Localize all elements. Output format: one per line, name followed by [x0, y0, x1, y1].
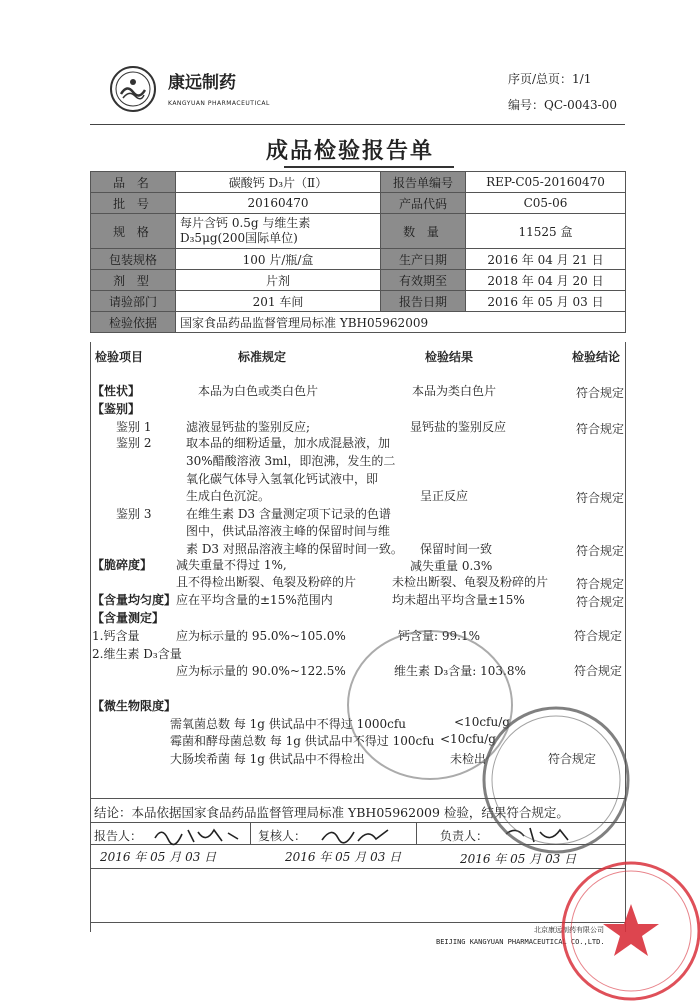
reporter-label: 报告人： [94, 829, 143, 843]
conclusion-text: 结论：本品依据国家食品药品监督管理局标准 YBH05962009 检验，结果符合规定。 [94, 805, 569, 820]
ca-label: 1.钙含量 [92, 629, 140, 643]
id3-std-2: 图中，供试品溶液主峰的保留时间与维 [186, 524, 391, 538]
micro3-std: 大肠埃希菌 每 1g 供试品中不得检出 [170, 752, 365, 766]
pack-label: 包装规格 [91, 249, 176, 270]
exp-value: 2018 年 04 月 20 日 [466, 270, 626, 291]
date-line [90, 868, 625, 869]
sig-divider-2 [416, 822, 417, 844]
report-no-value: REP-C05-20160470 [466, 172, 626, 193]
date-3: 2016 年 05 月 03 日 [460, 852, 577, 866]
pack-value: 100 片/瓶/盒 [176, 249, 381, 270]
vd-res: 维生素 D₃含量: 103.8% [394, 664, 526, 678]
date-1: 2016 年 05 月 03 日 [100, 850, 217, 864]
page-label: 序页/总页： [508, 72, 573, 86]
reviewer-signature-icon [318, 824, 398, 846]
col-standard: 标准规定 [238, 350, 287, 364]
col-result: 检验结果 [425, 350, 474, 364]
basis-value: 国家食品药品监督管理局标准 YBH05962009 [176, 312, 626, 333]
form-value: 片剂 [176, 270, 381, 291]
dept-label: 请验部门 [91, 291, 176, 312]
page-info [508, 70, 591, 87]
company-name: 康远制药 [168, 73, 236, 93]
id3-label: 鉴别 3 [116, 507, 152, 521]
batch-value: 20160470 [176, 193, 381, 214]
footer-company-en: BEIJING KANGYUAN PHARMACEUTICAL CO.,LTD. [436, 938, 605, 946]
friab-label: 【脆碎度】 [92, 558, 153, 572]
id2-label: 鉴别 2 [116, 436, 152, 450]
reporter-signature-icon [150, 824, 250, 846]
id1-std: 滤液显钙盐的鉴别反应; [186, 420, 311, 434]
vd-label: 2.维生素 D₃含量 [92, 647, 182, 661]
micro-label: 【微生物限度】 [92, 699, 177, 713]
vd-std: 应为标示量的 90.0%~122.5% [176, 664, 346, 678]
spec-value: 每片含钙 0.5g 与维生素 D₃5μg(200国际单位) [176, 214, 381, 249]
col-item: 检验项目 [95, 350, 144, 364]
doc-label: 编号： [508, 98, 545, 112]
responsible-label: 负责人： [440, 829, 489, 843]
cu-std: 应在平均含量的±15%范围内 [176, 593, 333, 607]
micro2-std: 霉菌和酵母菌总数 每 1g 供试品中不得过 100cfu [170, 734, 435, 748]
id3-res: 保留时间一致 [420, 542, 493, 556]
friab-con: 符合规定 [576, 577, 625, 591]
company-name-en: KANGYUAN PHARMACEUTICAL [168, 100, 270, 107]
company-logo-icon [110, 66, 156, 112]
product-code-value: C05-06 [466, 193, 626, 214]
micro1-std: 需氧菌总数 每 1g 供试品中不得过 1000cfu [170, 717, 407, 731]
micro3-res: 未检出 [450, 752, 487, 766]
report-date-value: 2016 年 05 月 03 日 [466, 291, 626, 312]
cu-label: 【含量均匀度】 [92, 593, 177, 607]
basis-label: 检验依据 [91, 312, 176, 333]
sig-divider-1 [250, 822, 251, 844]
report-no-label: 报告单编号 [381, 172, 466, 193]
cu-res: 均未超出平均含量±15% [392, 593, 525, 607]
footer-company-cn: 北京康远制药有限公司 [534, 926, 604, 934]
qty-value: 11525 盒 [466, 214, 626, 249]
product-code-label: 产品代码 [381, 193, 466, 214]
mfg-value: 2016 年 04 月 21 日 [466, 249, 626, 270]
cu-con: 符合规定 [576, 595, 625, 609]
appearance-con: 符合规定 [576, 386, 625, 400]
mfg-label: 生产日期 [381, 249, 466, 270]
assay-label: 【含量测定】 [92, 611, 165, 625]
ca-std: 应为标示量的 95.0%~105.0% [176, 629, 346, 643]
id2-std-1: 取本品的细粉适量，加水成混悬液，加 [186, 436, 391, 450]
id3-con: 符合规定 [576, 544, 625, 558]
footer-divider [90, 922, 625, 923]
friab-res-2: 未检出断裂、龟裂及粉碎的片 [392, 575, 549, 589]
ca-con: 符合规定 [574, 629, 623, 643]
appearance-res: 本品为类白色片 [412, 384, 497, 398]
appearance-label: 【性状】 [92, 384, 141, 398]
friab-res-1: 减失重量 0.3% [410, 559, 493, 573]
id1-con: 符合规定 [576, 422, 625, 436]
id2-con: 符合规定 [576, 491, 625, 505]
exp-label: 有效期至 [381, 270, 466, 291]
micro-con: 符合规定 [548, 752, 597, 766]
ca-res: 钙含量: 99.1% [398, 629, 480, 643]
red-stamp-icon [556, 856, 700, 1006]
dept-value: 201 车间 [176, 291, 381, 312]
results-border-right [625, 342, 626, 932]
micro1-res: <10cfu/g [454, 715, 510, 729]
qty-label: 数 量 [381, 214, 466, 249]
page-value: 1/1 [572, 72, 592, 86]
vd-con: 符合规定 [574, 664, 623, 678]
id3-std-1: 在维生素 D3 含量测定项下记录的色谱 [186, 507, 391, 521]
id3-std-3: 素 D3 对照品溶液主峰的保留时间一致。 [186, 542, 403, 556]
spec-label: 规 格 [91, 214, 176, 249]
id1-label: 鉴别 1 [116, 420, 152, 434]
id-label: 【鉴别】 [92, 402, 141, 416]
doc-value: QC-0043-00 [544, 98, 617, 112]
batch-label: 批 号 [91, 193, 176, 214]
col-conclusion: 检验结论 [572, 350, 621, 364]
date-2: 2016 年 05 月 03 日 [285, 850, 402, 864]
friab-std-1: 减失重量不得过 1%, [176, 558, 287, 572]
header-divider [90, 124, 625, 125]
appearance-std: 本品为白色或类白色片 [198, 384, 319, 398]
product-label: 品 名 [91, 172, 176, 193]
id2-std-2: 30%醋酸溶液 3ml，即泡沸，发生的二 [186, 454, 396, 468]
doc-number [508, 96, 617, 113]
id2-std-4: 生成白色沉淀。 [186, 489, 271, 503]
form-label: 剂 型 [91, 270, 176, 291]
id2-std-3: 氧化碳气体导入氢氧化钙试液中，即 [186, 472, 379, 486]
page-title: 成品检验报告单 [265, 138, 434, 164]
report-date-label: 报告日期 [381, 291, 466, 312]
id1-res: 显钙盐的鉴别反应 [410, 420, 507, 434]
micro2-res: <10cfu/g [440, 732, 496, 746]
reviewer-label: 复核人： [258, 829, 307, 843]
title-underline [284, 166, 454, 168]
friab-std-2: 且不得检出断裂、龟裂及粉碎的片 [176, 575, 357, 589]
info-table [90, 171, 626, 333]
qc-stamp-icon [476, 700, 636, 860]
product-value: 碳酸钙 D₃片（Ⅱ） [176, 172, 381, 193]
id2-res: 呈正反应 [420, 489, 469, 503]
